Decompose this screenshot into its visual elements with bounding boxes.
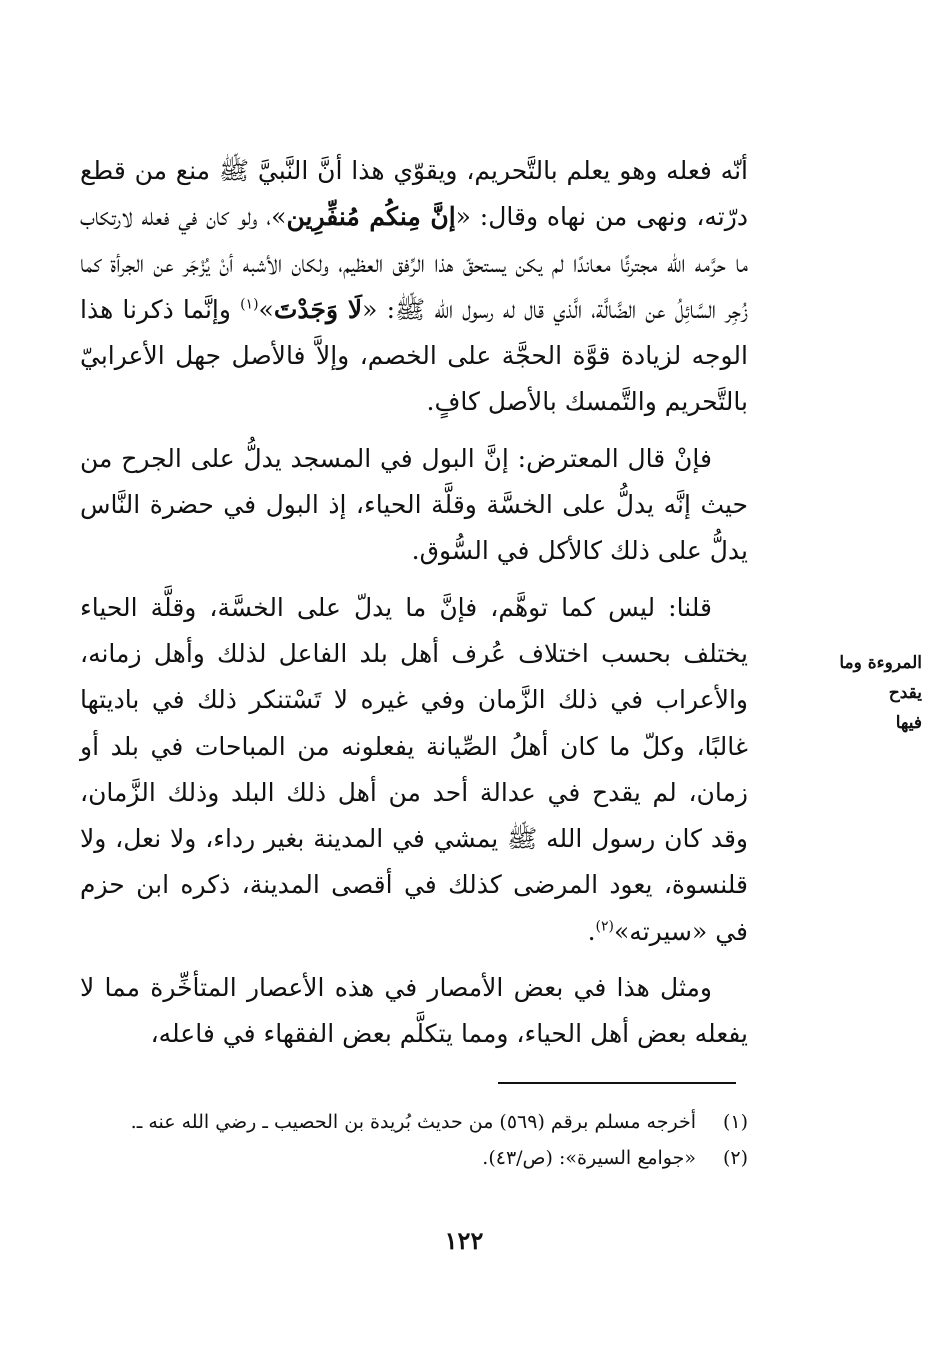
main-text xyxy=(80,148,748,1058)
paragraph-4 xyxy=(80,965,748,1058)
margin-heading xyxy=(804,648,922,738)
paragraph-text: » xyxy=(258,294,274,324)
paragraph-text: . xyxy=(587,916,596,946)
page-number: ١٢٢ xyxy=(444,1226,484,1255)
footnote-reference: (٢) xyxy=(595,918,615,935)
paragraph-text: أنّه فعله وهو يعلم بالتَّحريم، ويقوّي هذا أنَّ النَّبيَّ ﷺ منع من قطع درّته، ونهى من نهاه وقال: « xyxy=(80,156,748,232)
footnote-reference: (١) xyxy=(240,296,259,313)
paragraph-2 xyxy=(80,436,748,575)
hadith-quote: إنَّ مِنكُم مُنفِّرِين xyxy=(286,202,456,232)
paragraph-1 xyxy=(80,148,748,426)
footnote-text: أخرجه مسلم برقم (٥٦٩) من حديث بُريدة بن الحصيب ـ رضي الله عنه ـ. xyxy=(130,1111,696,1133)
paragraph-text: ومثل هذا في بعض الأمصار في هذه الأعصار المتأخِّرة مما لا يفعله بعض أهل الحياء، ومما يتكلَّم بعض الفقهاء في فاعله، xyxy=(80,973,748,1049)
footnote-1 xyxy=(80,1104,748,1140)
hadith-quote: لَا وَجَدْتَ xyxy=(273,294,363,324)
paragraph-3 xyxy=(80,585,748,955)
paragraph-text: »، ولو كان في فعله لارتكاب ما حرَّمه الله مجترئًا معاندًا لم يكن يستحقّ هذا الرِّفق العظيم، ولكان الأشبه أنْ يُزْجَر عن الجرأة كما زُجِر السَّائِلُ عن الضَّالَّة، الَّذي قال له رسول الله ﷺ: « xyxy=(80,202,748,324)
footnote-text: «جوامع السيرة»: (ص/٤٣). xyxy=(482,1147,696,1169)
footnote-2 xyxy=(80,1140,748,1176)
paragraph-text: قلنا: ليس كما توهَّم، فإنَّ ما يدلّ على الخسَّة، وقلَّة الحياء يختلف بحسب اختلاف عُرف أهل بلد الفاعل لذلك وأهل زمانه، والأعراب في ذلك الزَّمان وفي غيره لا تَسْتنكر ذلك في باديتها غالبًا، وكلّ ما كان أهلُ الصِّيانة يفعلونه من المباحات في بلد أو زمان، لم يقدح في عدالة أحد من أهل ذلك البلد وذلك الزَّمان، وقد كان رسول الله ﷺ يمشي في المدينة بغير رداء، ولا نعل، ولا قلنسوة، يعود المرضى كذلك في أقصى المدينة، ذكره ابن حزم في «سيرته» xyxy=(80,592,748,946)
margin-heading-line-2: فيها xyxy=(895,713,922,733)
footnote-number: (٢) xyxy=(722,1147,748,1169)
footnotes xyxy=(80,1104,748,1176)
footnote-divider xyxy=(498,1082,736,1084)
footnote-number: (١) xyxy=(722,1111,748,1133)
paragraph-text: فإنْ قال المعترض: إنَّ البول في المسجد يدلُّ على الجرح من حيث إنَّه يدلُّ على الخسَّة وقلَّة الحياء، إذ البول في حضرة النَّاس يدلُّ على ذلك كالأكل في السُّوق. xyxy=(80,443,748,566)
paragraph-text: وإنَّما ذكرنا هذا الوجه لزيادة قوَّة الحجَّة على الخصم، وإلاَّ فالأصل جهل الأعرابيّ بالتَّحريم والتَّمسك بالأصل كافٍ. xyxy=(80,294,748,417)
margin-heading-line-1: المروءة وما يقدح xyxy=(839,653,922,703)
